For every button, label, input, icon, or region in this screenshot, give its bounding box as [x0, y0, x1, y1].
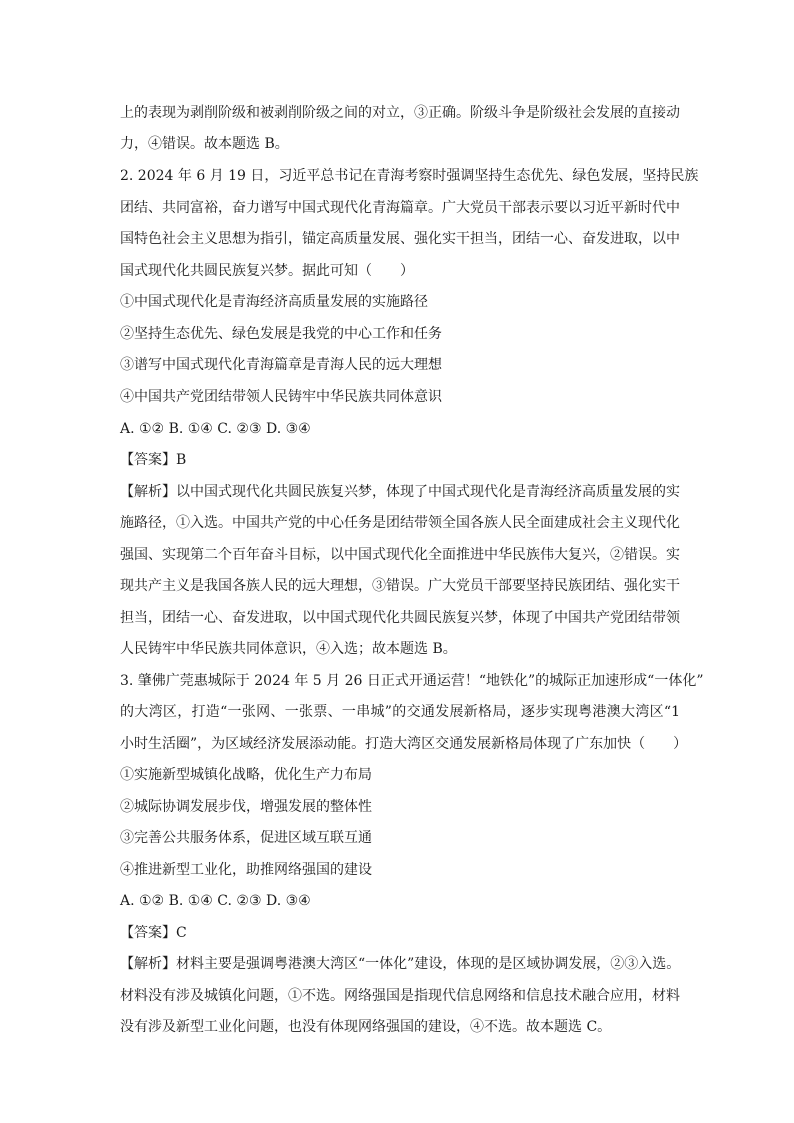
q3-statement-2: ②城际协调发展步伐，增强发展的整体性: [120, 799, 372, 815]
q2-stem-line-3: 国特色社会主义思想为指引，锚定高质量发展、强化实干担当，团结一心、奋发进取，以中: [120, 231, 680, 247]
q2-choices: A. ①② B. ①④ C. ②③ D. ③④: [120, 421, 311, 437]
q2-statement-3: ③谱写中国式现代化青海篇章是青海人民的远大理想: [120, 357, 442, 373]
q1-analysis-line-2: 力，④错误。故本题选 B。: [120, 136, 289, 152]
q3-stem-line-2: 的大湾区，打造“一张网、一张票、一串城”的交通发展新格局，逐步实现粤港澳大湾区“1: [120, 704, 680, 720]
q3-choices: A. ①② B. ①④ C. ②③ D. ③④: [120, 893, 311, 909]
q2-statement-1: ①中国式现代化是青海经济高质量发展的实施路径: [120, 294, 428, 310]
q3-stem-line-3: 小时生活圈”，为区域经济发展添动能。打造大湾区交通发展新格局体现了广东加快（ ）: [120, 736, 688, 752]
q2-analysis-line-3: 强国、实现第二个百年奋斗目标，以中国式现代化全面推进中华民族伟大复兴，②错误。实: [120, 547, 680, 563]
q3-answer: 【答案】C: [120, 925, 187, 941]
q2-stem-line-4: 国式现代化共圆民族复兴梦。据此可知（ ）: [120, 263, 414, 279]
q2-answer: 【答案】B: [120, 452, 187, 468]
q3-stem-line-1: 3. 肇佛广莞惠城际于 2024 年 5 月 26 日正式开通运营！“地铁化”的城际正加速形成“一体化”: [120, 673, 704, 689]
q2-analysis-line-4: 现共产主义是我国各族人民的远大理想，③错误。广大党员干部要坚持民族团结、强化实干: [120, 578, 680, 594]
q2-stem-line-2: 团结、共同富裕，奋力谱写中国式现代化青海篇章。广大党员干部表示要以习近平新时代中: [120, 200, 680, 216]
q2-statement-2: ②坚持生态优先、绿色发展是我党的中心工作和任务: [120, 326, 442, 342]
q3-analysis-line-3: 没有涉及新型工业化问题，也没有体现网络强国的建设，④不选。故本题选 C。: [120, 1019, 612, 1035]
q3-analysis-line-1: 【解析】材料主要是强调粤港澳大湾区“一体化”建设，体现的是区域协调发展，②③入选。: [120, 956, 681, 972]
q2-analysis-line-1: 【解析】以中国式现代化共圆民族复兴梦，体现了中国式现代化是青海经济高质量发展的实: [120, 484, 680, 500]
q2-analysis-line-5: 担当，团结一心、奋发进取，以中国式现代化共圆民族复兴梦，体现了中国共产党团结带领: [120, 610, 680, 626]
q1-analysis-line-1: 上的表现为剥削阶级和被剥削阶级之间的对立，③正确。阶级斗争是阶级社会发展的直接动: [120, 105, 680, 121]
q2-analysis-line-2: 施路径，①入选。中国共产党的中心任务是团结带领全国各族人民全面建成社会主义现代化: [120, 515, 680, 531]
q2-statement-4: ④中国共产党团结带领人民铸牢中华民族共同体意识: [120, 389, 442, 405]
q2-analysis-line-6: 人民铸牢中华民族共同体意识，④入选；故本题选 B。: [120, 641, 457, 657]
q3-statement-1: ①实施新型城镇化战略，优化生产力布局: [120, 767, 372, 783]
q3-analysis-line-2: 材料没有涉及城镇化问题，①不选。网络强国是指现代信息网络和信息技术融合应用，材料: [120, 988, 680, 1004]
q3-statement-3: ③完善公共服务体系，促进区域互联互通: [120, 830, 372, 846]
q3-statement-4: ④推进新型工业化，助推网络强国的建设: [120, 862, 372, 878]
q2-stem-line-1: 2. 2024 年 6 月 19 日，习近平总书记在青海考察时强调坚持生态优先、绿色发展，坚持民族: [120, 168, 699, 184]
